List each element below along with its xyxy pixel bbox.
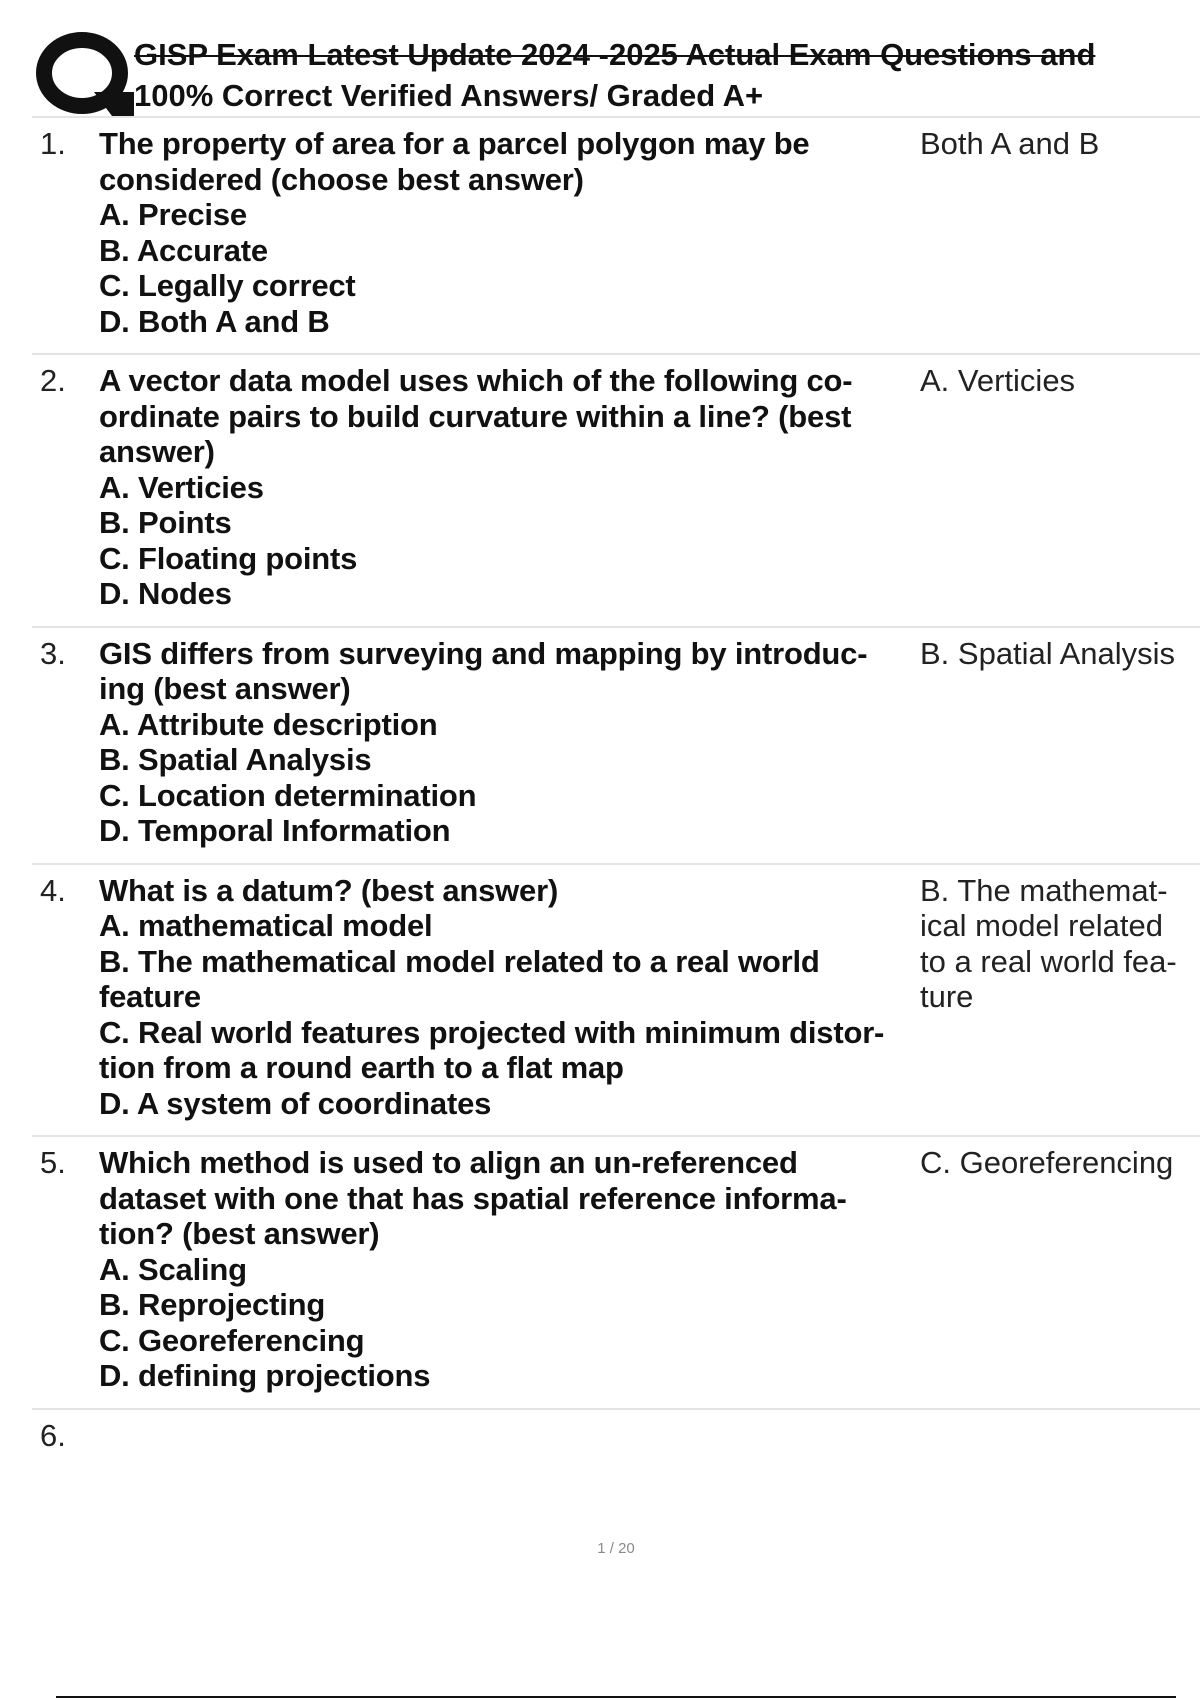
question-line: ordinate pairs to build curvature within a line? (best [99,398,852,434]
answer-text [920,1145,1200,1181]
question-line: GIS differs from surveying and mapping by introduc- [99,635,868,671]
question-line: answer) [99,434,215,469]
question-line: A. Scaling [99,1251,247,1287]
question-text [99,1418,919,1454]
answer-line: to a real world fea- [920,943,1177,979]
question-line: B. Accurate [99,232,268,268]
qa-row [32,1137,1200,1410]
question-line: D. Temporal Information [99,813,451,848]
answer-line: B. Spatial Analysis [920,635,1176,671]
answer-text [920,126,1200,162]
question-line: dataset with one that has spatial reference informa- [99,1180,847,1216]
question-text [99,363,919,612]
document-title [134,34,1174,116]
question-line: The property of area for a parcel polygon may be [99,126,810,161]
question-text [99,1145,919,1394]
page-number: 1 / 20 [597,1540,635,1557]
answer-line: Both A and B [920,126,1100,161]
question-line: ing (best answer) [99,671,351,706]
question-answer-list [32,118,1200,1492]
question-line: A vector data model uses which of the following co- [99,363,853,398]
question-line: considered (choose best answer) [99,161,584,197]
question-line: B. The mathematical model related to a real world [99,943,820,979]
qa-row [32,628,1200,865]
question-line: Which method is used to align an un-referenced [99,1145,798,1180]
question-number: 5. [40,1145,66,1180]
title-line-2: 100% Correct Verified Answers/ Graded A+ [134,78,764,113]
question-line: A. Verticies [99,469,264,505]
question-line: C. Location determination [99,777,477,813]
question-line: B. Points [99,505,232,540]
question-line: C. Real world features projected with minimum distor- [99,1014,885,1050]
title-line-1: GISP Exam Latest Update 2024 -2025 Actual Exam Questions and [134,37,1096,72]
qa-row [32,865,1200,1138]
question-line: A. mathematical model [99,908,433,943]
question-text [99,636,919,849]
question-number: 3. [40,635,66,671]
qa-row [32,118,1200,355]
answer-line: C. Georeferencing [920,1145,1174,1180]
question-line: D. Nodes [99,576,232,611]
question-text [99,126,919,339]
answer-line: A. Verticies [920,363,1076,398]
question-line: B. Reprojecting [99,1287,326,1322]
question-line: D. A system of coordinates [99,1085,492,1121]
answer-line: ture [920,979,974,1014]
answer-line: ical model related [920,908,1163,943]
question-line: C. Georeferencing [99,1322,365,1358]
question-line: tion? (best answer) [99,1216,380,1251]
question-line: C. Legally correct [99,268,356,303]
q-circle-logo-icon [32,32,142,116]
question-line: D. Both A and B [99,303,330,339]
qa-row [32,1410,1200,1492]
answer-text [920,873,1200,1015]
document-header [32,30,1200,118]
answer-text [920,636,1200,672]
bottom-rule [56,1696,1176,1698]
qa-row [32,355,1200,628]
question-number: 1. [40,126,66,161]
question-number: 6. [40,1417,66,1453]
question-line: tion from a round earth to a flat map [99,1050,624,1085]
question-line: D. defining projections [99,1358,431,1393]
question-line: A. Precise [99,197,247,232]
question-text [99,873,919,1122]
answer-text [920,363,1200,399]
question-line: What is a datum? (best answer) [99,872,559,908]
question-line: feature [99,979,201,1014]
answer-line: B. The mathemat- [920,872,1168,908]
question-number: 2. [40,363,66,398]
question-number: 4. [40,872,66,908]
question-line: C. Floating points [99,540,358,576]
question-line: A. Attribute description [99,706,438,742]
question-line: B. Spatial Analysis [99,742,372,777]
